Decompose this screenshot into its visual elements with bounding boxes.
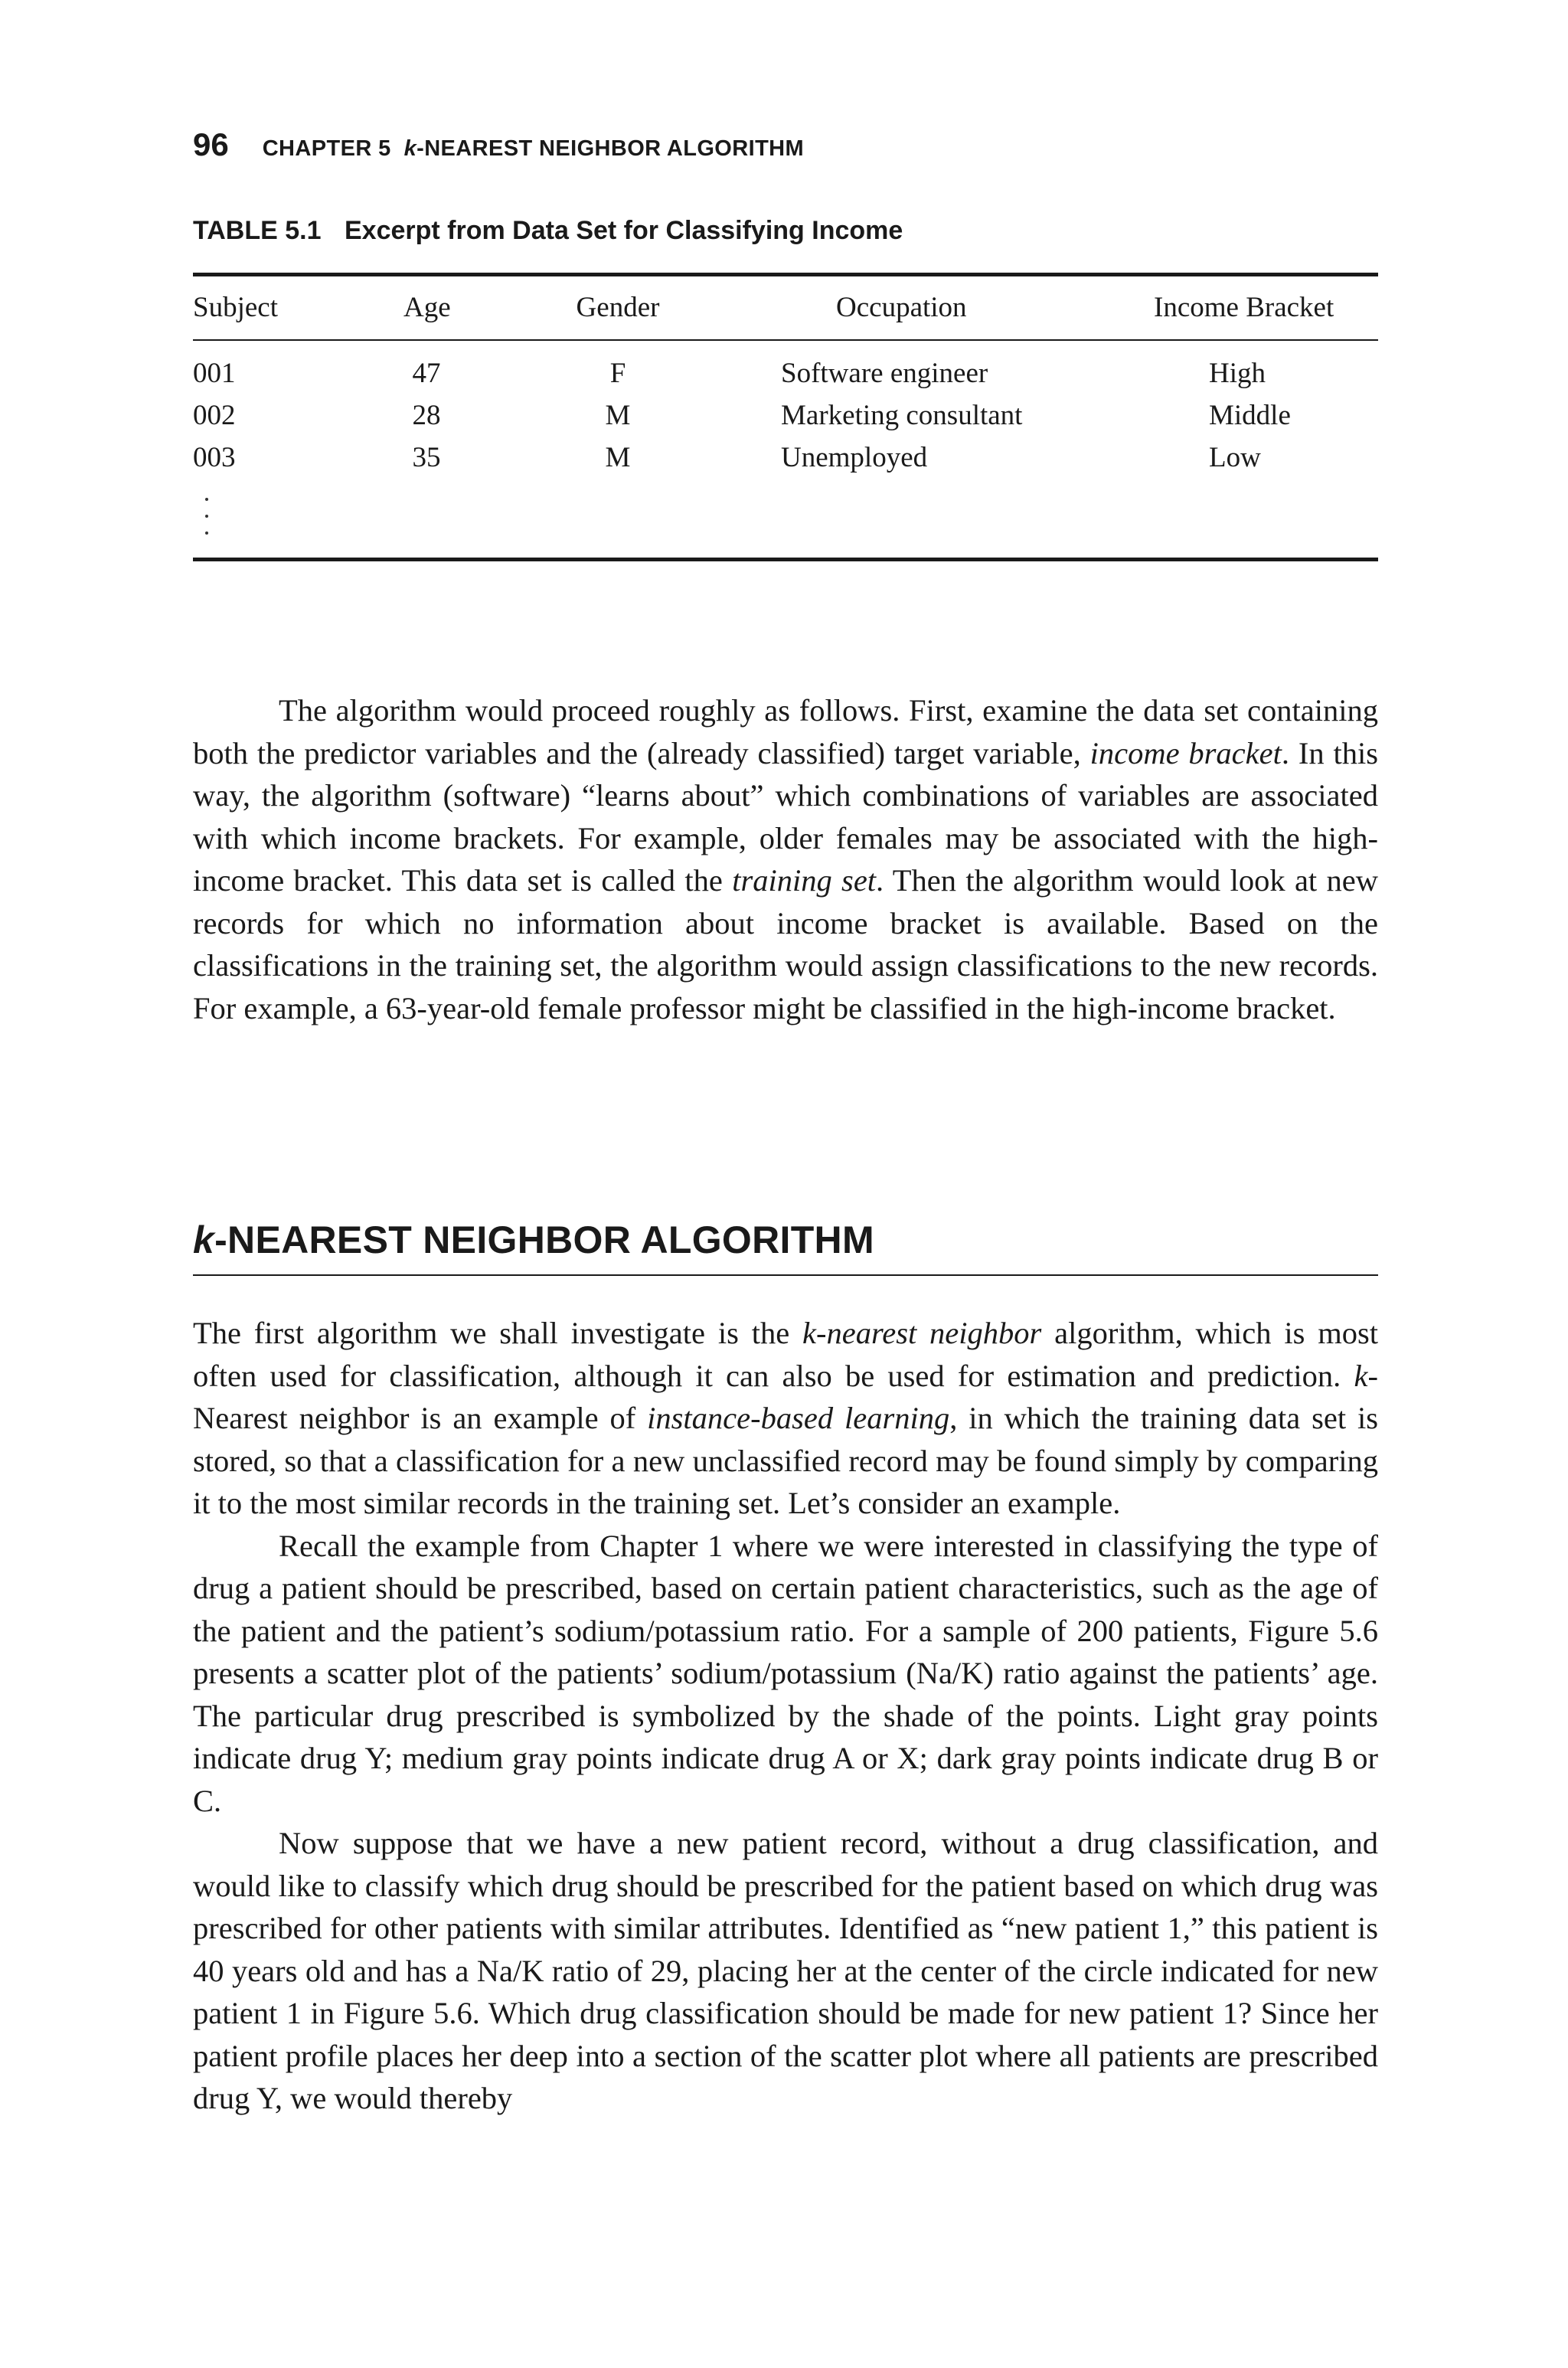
- table-header-rule: [193, 339, 1378, 341]
- table-row: [193, 357, 1378, 399]
- chapter-prefix: CHAPTER 5: [262, 136, 391, 161]
- cell-occupation: Software engineer: [781, 358, 988, 389]
- emphasis-training-set: training set: [732, 863, 877, 898]
- table-caption: [193, 216, 903, 246]
- cell-gender: F: [609, 358, 626, 389]
- running-head: [193, 126, 804, 163]
- chapter-label: [263, 136, 804, 162]
- section-heading-k: k: [193, 1218, 215, 1261]
- cell-age: 47: [412, 358, 441, 389]
- cell-subject: 002: [193, 400, 236, 431]
- cell-income-bracket: Low: [1209, 442, 1261, 473]
- cell-gender: M: [605, 400, 631, 431]
- cell-occupation: Unemployed: [781, 442, 928, 473]
- cell-occupation: Marketing consultant: [781, 400, 1023, 431]
- table-bottom-rule: [193, 558, 1378, 561]
- section-heading-text: -NEAREST NEIGHBOR ALGORITHM: [214, 1218, 874, 1261]
- cell-subject: 003: [193, 442, 236, 473]
- table-row: [193, 399, 1378, 441]
- cell-income-bracket: Middle: [1209, 400, 1291, 431]
- section-rule: [193, 1274, 1378, 1276]
- continuation-dots: [205, 498, 211, 541]
- column-header-income-bracket: Income Bracket: [1154, 292, 1334, 323]
- chapter-rest: -NEAREST NEIGHBOR ALGORITHM: [416, 136, 805, 161]
- table-caption-title: Excerpt from Data Set for Classifying Income: [345, 216, 903, 245]
- chapter-k: k: [403, 136, 417, 161]
- section-paragraph-1: The first algorithm we shall investigate is the k-nearest neighbor algorithm, which is most often used for classification, although it can also be used for estimation and prediction. k-Nearest neighbor is an example of instance-based learning, in which the training data set is stored, so that a classification for a new unclassified record may be found simply by comparing it to the most similar records in the training set. Let’s consider an example.: [193, 1316, 1378, 1520]
- column-header-occupation: Occupation: [836, 292, 967, 323]
- cell-age: 35: [412, 442, 441, 473]
- page-number: 96: [193, 126, 229, 162]
- emphasis-k: k: [1354, 1358, 1368, 1393]
- cell-subject: 001: [193, 358, 236, 389]
- column-header-age: Age: [403, 292, 451, 323]
- section-body: [193, 1312, 1378, 2120]
- emphasis-k-nearest-neighbor: k-nearest neighbor: [802, 1316, 1042, 1350]
- table-caption-number: TABLE 5.1: [193, 216, 322, 245]
- emphasis-instance-based-learning: instance-based learning: [647, 1401, 950, 1435]
- table-top-rule: [193, 273, 1378, 276]
- cell-age: 28: [412, 400, 441, 431]
- column-header-gender: Gender: [576, 292, 660, 323]
- table-row: [193, 441, 1378, 483]
- section-paragraph-2: Recall the example from Chapter 1 where we were interested in classifying the type of drug a patient should be prescribed, based on certain patient characteristics, such as the age of the patient and the patient’s sodium/potassium ratio. For a sample of 200 patients, Figure 5.6 presents a scatter plot of the patients’ sodium/potassium (Na/K) ratio against the patients’ age. The particular drug prescribed is symbolized by the shade of the points. Light gray points indicate drug Y; medium gray points indicate drug A or X; dark gray points indicate drug B or C.: [193, 1528, 1378, 1818]
- section-heading: [193, 1218, 1378, 1262]
- cell-income-bracket: High: [1209, 358, 1266, 389]
- intro-paragraph: The algorithm would proceed roughly as follows. First, examine the data set containing both the predictor variables and the (already classified) target variable, income bracket. In this way, the algorithm (software) “learns about” which combinations of variables are associated with which income brackets. For example, older females may be associated with the high-income bracket. This data set is called the training set. Then the algorithm would look at new records for which no information about income bracket is available. Based on the classifications in the training set, the algorithm would assign classifications to the new records. For example, a 63-year-old female professor might be classified in the high-income bracket.: [193, 693, 1378, 1025]
- column-header-subject: Subject: [193, 292, 278, 323]
- emphasis-income-bracket: income bracket: [1089, 735, 1282, 770]
- section-paragraph-3: Now suppose that we have a new patient record, without a drug classification, and would like to classify which drug should be prescribed for the patient based on which drug was prescribed for other patients with similar attributes. Identified as “new patient 1,” this patient is 40 years old and has a Na/K ratio of 29, placing her at the center of the circle indicated for new patient 1 in Figure 5.6. Which drug classification should be made for new patient 1? Since her patient profile places her deep into a section of the scatter plot where all patients are prescribed drug Y, we would thereby: [193, 1826, 1378, 2115]
- cell-gender: M: [605, 442, 631, 473]
